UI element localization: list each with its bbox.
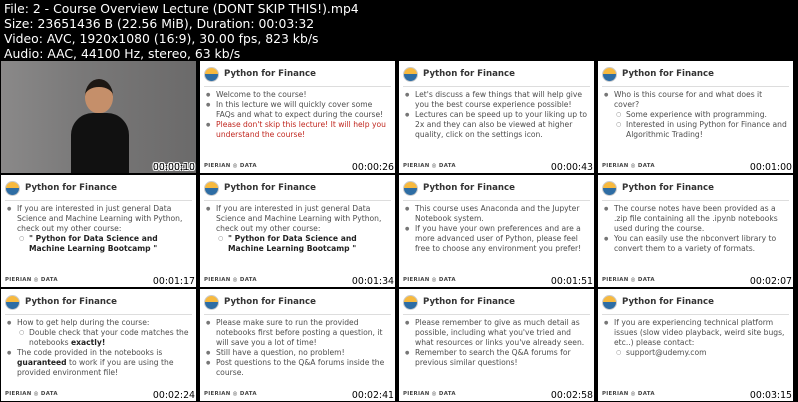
thumbnail-tile[interactable] xyxy=(1,61,196,173)
presenter-head xyxy=(85,79,113,113)
slide-divider xyxy=(602,200,789,201)
python-logo-icon xyxy=(204,67,219,82)
timestamp-label: 00:02:24 xyxy=(152,389,195,401)
thumbnail-grid xyxy=(1,61,797,401)
python-logo-icon xyxy=(5,295,20,310)
slide-divider xyxy=(403,314,590,315)
bullet-item: ● If you are interested in just general Data Science and Machine Learning with Python, check out my other course: xyxy=(7,204,190,234)
python-logo-icon xyxy=(602,181,617,196)
bullet-item: ● This course uses Anaconda and the Jupyter Notebook system. xyxy=(405,204,588,224)
slide-divider xyxy=(602,314,789,315)
bullet-item: ● The course notes have been provided as a .zip file containing all the .ipynb notebooks used during the course. xyxy=(604,204,787,234)
bullet-list xyxy=(604,204,787,254)
slide-title: Python for Finance xyxy=(224,69,316,79)
thumbnail-tile[interactable] xyxy=(200,61,395,173)
bullet-item: ● How to get help during the course: xyxy=(7,318,190,328)
bullet-list xyxy=(206,318,389,378)
slide-title: Python for Finance xyxy=(622,297,714,307)
bullet-item: ● Please remember to give as much detail as possible, including what you've tried and what resources or links you've already seen. xyxy=(405,318,588,348)
timestamp-label: 00:00:43 xyxy=(550,161,593,173)
python-logo-icon xyxy=(403,295,418,310)
thumbnail-tile[interactable] xyxy=(200,175,395,287)
slide-title: Python for Finance xyxy=(224,297,316,307)
bullet-list xyxy=(604,318,787,358)
bullet-item: ● Please don't skip this lecture! It will help you understand the course! xyxy=(206,120,389,140)
bullet-list xyxy=(7,318,190,378)
slide-title: Python for Finance xyxy=(622,183,714,193)
bullet-item: ● Post questions to the Q&A forums inside the course. xyxy=(206,358,389,378)
slide-divider xyxy=(204,86,391,87)
bullet-item: ● Please make sure to run the provided notebooks first before posting a question, it will save you a lot of time! xyxy=(206,318,389,348)
bullet-item: ● In this lecture we will quickly cover some FAQs and what to expect during the course! xyxy=(206,100,389,120)
slide-title: Python for Finance xyxy=(622,69,714,79)
slide-title: Python for Finance xyxy=(25,183,117,193)
pierian-data-logo: PIERIAN ◎ DATA xyxy=(204,277,257,283)
audio-info: Audio: AAC, 44100 Hz, stereo, 63 kb/s xyxy=(4,46,241,61)
bullet-item: ○ Some experience with programming. xyxy=(604,110,787,120)
bullet-item: ○ Double check that your code matches the notebooks exactly! xyxy=(7,328,190,348)
slide-divider xyxy=(403,200,590,201)
thumbnail-tile[interactable] xyxy=(399,289,594,401)
pierian-data-logo: PIERIAN ◎ DATA xyxy=(204,163,257,169)
timestamp-label: 00:02:41 xyxy=(351,389,394,401)
timestamp-label: 00:01:17 xyxy=(152,275,195,287)
bullet-item: ○ " Python for Data Science and Machine Learning Bootcamp " xyxy=(7,234,190,254)
timestamp-label: 00:01:00 xyxy=(749,161,792,173)
python-logo-icon xyxy=(602,295,617,310)
timestamp-label: 00:02:58 xyxy=(550,389,593,401)
presenter-figure xyxy=(71,79,129,173)
pierian-data-logo: PIERIAN ◎ DATA xyxy=(403,277,456,283)
pierian-data-logo: PIERIAN ◎ DATA xyxy=(403,391,456,397)
timestamp-label: 00:01:34 xyxy=(351,275,394,287)
slide-divider xyxy=(204,200,391,201)
slide-divider xyxy=(5,314,192,315)
timestamp-label: 00:01:51 xyxy=(550,275,593,287)
python-logo-icon xyxy=(204,181,219,196)
bullet-item: ● Still have a question, no problem! xyxy=(206,348,389,358)
pierian-data-logo: PIERIAN ◎ DATA xyxy=(602,163,655,169)
bullet-item: ● Welcome to the course! xyxy=(206,90,389,100)
pierian-data-logo: PIERIAN ◎ DATA xyxy=(602,277,655,283)
bullet-list xyxy=(604,90,787,140)
pierian-data-logo: PIERIAN ◎ DATA xyxy=(204,391,257,397)
python-logo-icon xyxy=(204,295,219,310)
pierian-data-logo: PIERIAN ◎ DATA xyxy=(403,163,456,169)
bullet-item: ● Who is this course for and what does it cover? xyxy=(604,90,787,110)
bullet-list xyxy=(405,318,588,368)
file-name: File: 2 - Course Overview Lecture (DONT SKIP THIS!).mp4 xyxy=(4,1,359,16)
bullet-list xyxy=(206,204,389,254)
python-logo-icon xyxy=(403,67,418,82)
bullet-item: ○ support@udemy.com xyxy=(604,348,787,358)
bullet-item: ● Remember to search the Q&A forums for previous similar questions! xyxy=(405,348,588,368)
thumbnail-tile[interactable] xyxy=(598,289,793,401)
bullet-item: ● If you have your own preferences and are a more advanced user of Python, please feel free to choose any environment you prefer! xyxy=(405,224,588,254)
timestamp-label: 00:02:07 xyxy=(749,275,792,287)
slide-title: Python for Finance xyxy=(25,297,117,307)
bullet-item: ● You can easily use the nbconvert library to convert them to a variety of formats. xyxy=(604,234,787,254)
pierian-data-logo: PIERIAN ◎ DATA xyxy=(5,277,58,283)
slide-title: Python for Finance xyxy=(423,297,515,307)
bullet-list xyxy=(405,90,588,140)
python-logo-icon xyxy=(5,181,20,196)
thumbnail-tile[interactable] xyxy=(598,175,793,287)
slide-divider xyxy=(403,86,590,87)
bullet-item: ● If you are interested in just general Data Science and Machine Learning with Python, check out my other course: xyxy=(206,204,389,234)
timestamp-label: 00:03:15 xyxy=(749,389,792,401)
video-info: Video: AVC, 1920x1080 (16:9), 30.00 fps, 823 kb/s xyxy=(4,31,319,46)
timestamp-label: 00:00:26 xyxy=(351,161,394,173)
thumbnail-tile[interactable] xyxy=(399,175,594,287)
bullet-item: ○ " Python for Data Science and Machine Learning Bootcamp " xyxy=(206,234,389,254)
python-logo-icon xyxy=(403,181,418,196)
presenter-body xyxy=(71,113,129,173)
thumbnail-tile[interactable] xyxy=(399,61,594,173)
slide-divider xyxy=(602,86,789,87)
pierian-data-logo: PIERIAN ◎ DATA xyxy=(5,391,58,397)
slide-divider xyxy=(5,200,192,201)
file-size-duration: Size: 23651436 B (22.56 MiB), Duration: 00:03:32 xyxy=(4,16,315,31)
bullet-list xyxy=(405,204,588,254)
slide-title: Python for Finance xyxy=(224,183,316,193)
thumbnail-tile[interactable] xyxy=(1,289,196,401)
bullet-item: ● Lectures can be speed up to your liking up to 2x and they can also be viewed at higher quality, click on the settings icon. xyxy=(405,110,588,140)
timestamp-label: 00:00:10 xyxy=(152,161,195,173)
bullet-item: ● The code provided in the notebooks is guaranteed to work if you are using the provided environment file! xyxy=(7,348,190,378)
slide-title: Python for Finance xyxy=(423,69,515,79)
slide-divider xyxy=(204,314,391,315)
bullet-list xyxy=(7,204,190,254)
pierian-data-logo: PIERIAN ◎ DATA xyxy=(602,391,655,397)
slide-title: Python for Finance xyxy=(423,183,515,193)
bullet-item: ○ Interested in using Python for Finance and Algorithmic Trading! xyxy=(604,120,787,140)
thumbnail-tile[interactable] xyxy=(200,289,395,401)
bullet-item: ● If you are experiencing technical platform issues (slow video playback, weird site bugs, etc..) please contact: xyxy=(604,318,787,348)
bullet-list xyxy=(206,90,389,140)
bullet-item: ● Let's discuss a few things that will help give you the best course experience possible! xyxy=(405,90,588,110)
thumbnail-tile[interactable] xyxy=(1,175,196,287)
python-logo-icon xyxy=(602,67,617,82)
thumbnail-tile[interactable] xyxy=(598,61,793,173)
